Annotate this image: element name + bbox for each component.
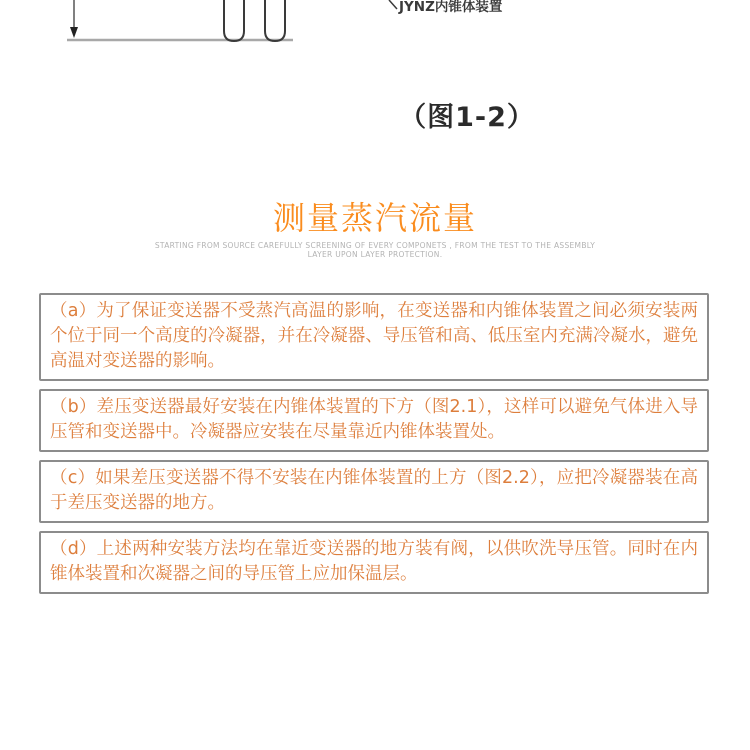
note-box-b: （b）差压变送器最好安装在内锥体装置的下方（图2.1），这样可以避免气体进入导压管和变送器中。冷凝器应安装在尽量靠近内锥体装置处。	[39, 389, 709, 452]
top-device-label: JYNZ内锥体装置	[399, 0, 503, 15]
figure-caption: （图1-2）	[399, 102, 535, 133]
note-box-d: （d）上述两种安装方法均在靠近变送器的地方装有阀，以供吹洗导压管。同时在内锥体装置和次凝器之间的导压管上应加保温层。	[39, 531, 709, 594]
section-subtitle-line2: LAYER UPON LAYER PROTECTION.	[307, 250, 443, 259]
installation-notes	[39, 293, 709, 602]
section-subtitle	[0, 241, 750, 259]
section-subtitle-line1: STARTING FROM SOURCE CAREFULLY SCREENING OF EVERY COMPONETS , FROM THE TEST TO THE ASSEMBLY	[154, 241, 596, 250]
down-arrow	[70, 0, 78, 38]
label-leader-tick	[389, 0, 397, 9]
section-title: 测量蒸汽流量	[272, 199, 477, 237]
figure-top-diagram	[0, 0, 750, 52]
figure-bottom-diagram	[0, 600, 750, 750]
note-box-c: （c）如果差压变送器不得不安装在内锥体装置的上方（图2.2），应把冷凝器装在高于差压变送器的地方。	[39, 460, 709, 523]
note-box-a: （a）为了保证变送器不受蒸汽高温的影响，在变送器和内锥体装置之间必须安装两个位于同一个高度的冷凝器，并在冷凝器、导压管和高、低压室内充满冷凝水，避免高温对变送器的影响。	[39, 293, 709, 381]
impulse-tubes	[224, 0, 285, 41]
